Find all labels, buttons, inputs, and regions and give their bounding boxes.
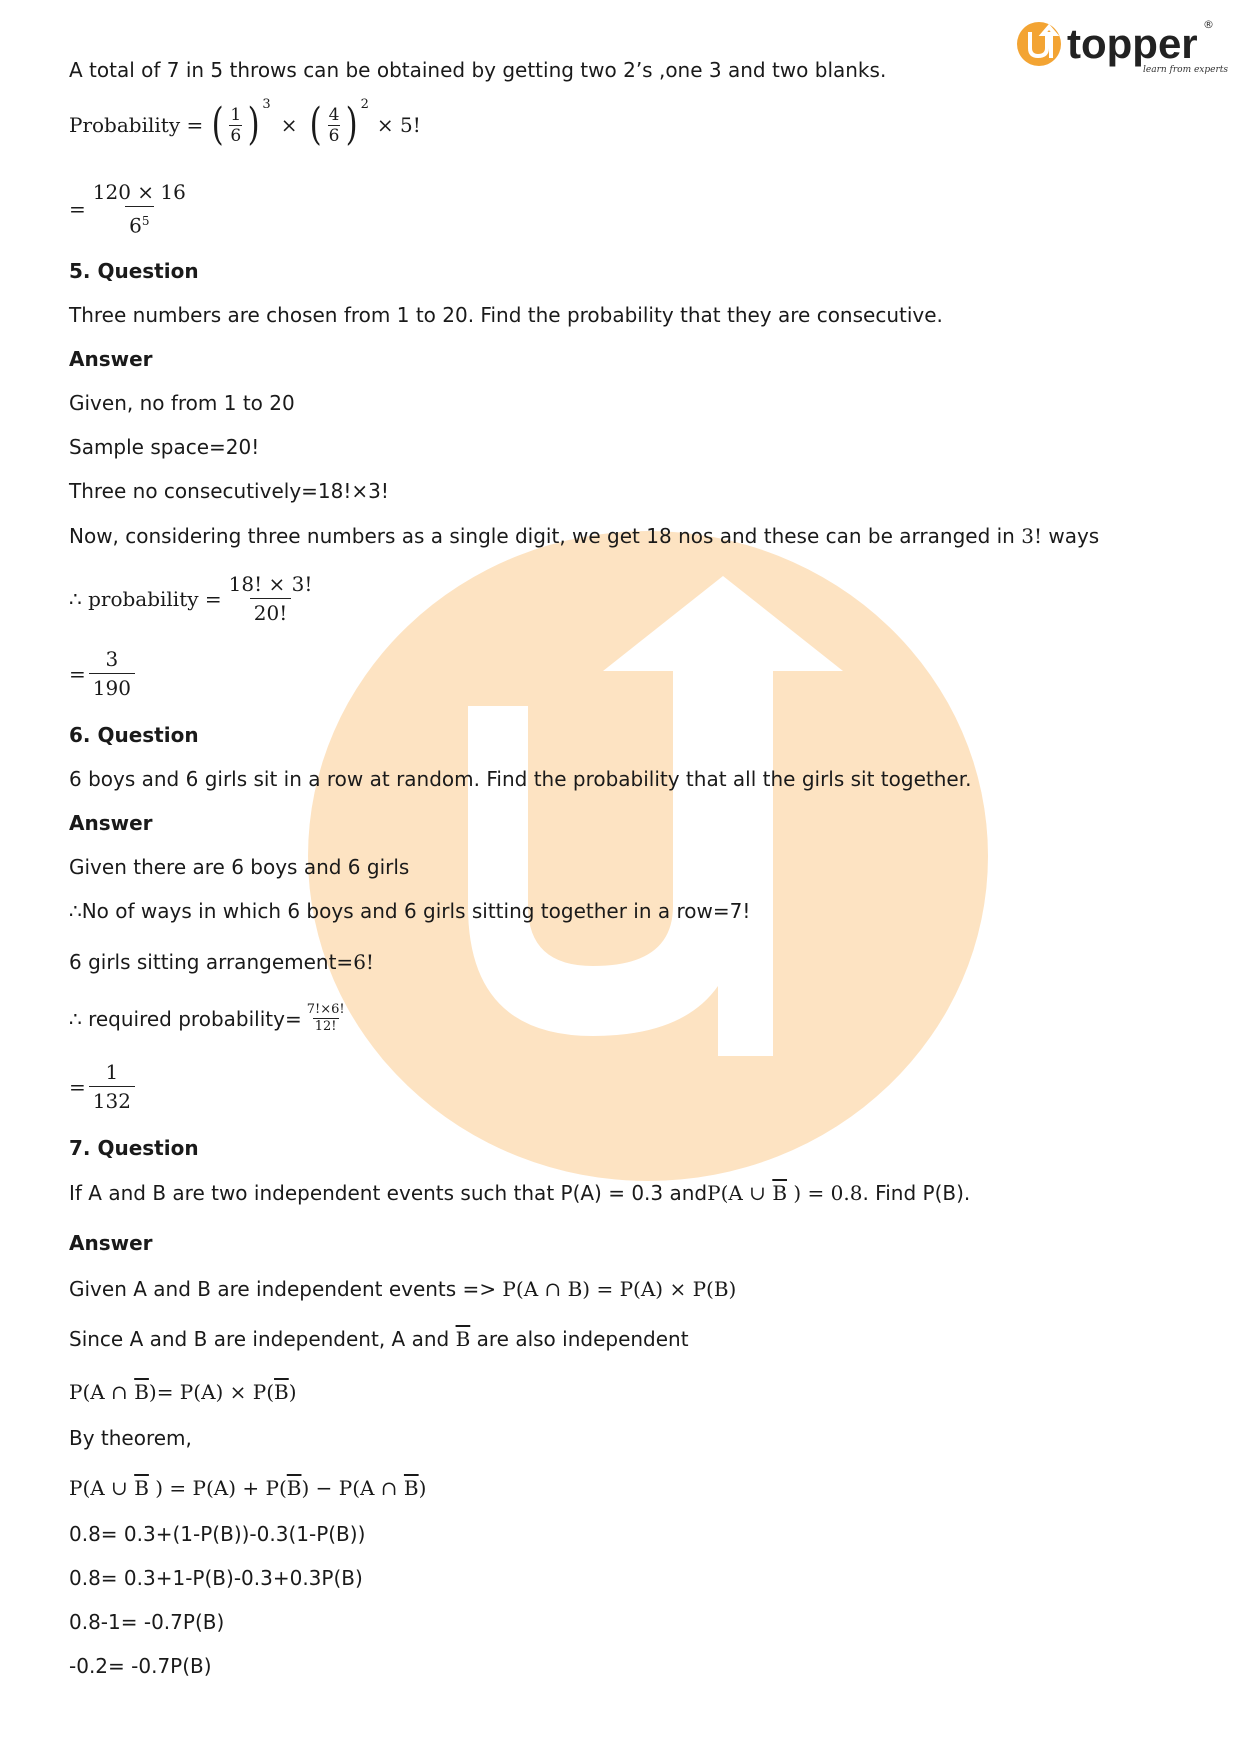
logo-circle-icon (1017, 22, 1061, 66)
q5-line-2: Sample space=20! (69, 435, 260, 459)
f1-den: 6 (230, 125, 242, 146)
f2-exp: 2 (360, 97, 369, 112)
q7-title: 7. Question (69, 1136, 199, 1160)
probability-expression (69, 97, 421, 150)
factorial-tail: × 5! (376, 113, 421, 137)
q5-result-fraction (89, 645, 135, 702)
q6-line-1: Given there are 6 boys and 6 girls (69, 855, 410, 879)
q5-probability-expression (69, 570, 319, 627)
q6-line-3: 6 girls sitting arrangement=6! (69, 950, 374, 974)
q5-result-expression: = $\frac{3}{190}$ (69, 645, 138, 702)
q5-line-3: Three no consecutively=18!×3! (69, 479, 389, 503)
equals-sign: = (69, 196, 86, 221)
q6-line-4: ∴ required probability= $\frac{7!\times 6!}{12!}$ (69, 1002, 345, 1034)
q7-line-7: 0.8= 0.3+1-P(B)-0.3+0.3P(B) (69, 1566, 363, 1590)
q7-line-4: By theorem, (69, 1426, 192, 1450)
q5-answer-label: Answer (69, 347, 153, 371)
fraction-paren-2: ( $\frac{4}{6}$ ) (310, 99, 359, 150)
q7-line-9: -0.2= -0.7P(B) (69, 1654, 212, 1678)
q6-line-2: ∴No of ways in which 6 boys and 6 girls sitting together in a row=7! (69, 899, 751, 923)
q6-text: 6 boys and 6 girls sit in a row at random. Find the probability that all the girls sit together. (69, 767, 972, 791)
q5-text: Three numbers are chosen from 1 to 20. Find the probability that they are consecutive. (69, 303, 943, 327)
q6-title: 6. Question (69, 723, 199, 747)
f2-den: 6 (328, 125, 340, 146)
q7-line-6: 0.8= 0.3+(1-P(B))-0.3(1-P(B)) (69, 1522, 366, 1546)
q7-line-1: Given A and B are independent events => P(A ∩ B) = P(A) × P(B) (69, 1277, 737, 1301)
q6-result-num: 1 (105, 1060, 119, 1084)
intro-line: A total of 7 in 5 throws can be obtained by getting two 2’s ,one 3 and two blanks. (69, 58, 887, 82)
q7-answer-label: Answer (69, 1231, 153, 1255)
q5-result-num: 3 (105, 647, 119, 671)
q7-line-5: P(A ∪ $\overline{B}$ ) = $P(A) + P(\overline{B}) - P(A$ ∩ $\overline{B}$) (69, 1476, 427, 1500)
q5-result-den: 190 (89, 673, 135, 702)
f2-num: 4 (328, 104, 340, 125)
q7-line-3: P(A ∩ $\overline{B})= P(A) \times P(\overline{B})$ (69, 1380, 297, 1404)
logo-wordmark: topper (1067, 20, 1198, 67)
q6-required-fraction: $\frac{7!\times 6!}{12!}$ (306, 1002, 345, 1034)
q5-prob-den: 20! (250, 598, 292, 627)
q5-prob-label: ∴ probability = (69, 586, 222, 611)
q5-title: 5. Question (69, 259, 199, 283)
q5-prob-fraction (225, 570, 317, 627)
f1-num: 1 (230, 104, 242, 125)
q5-prob-num: 18! × 3! (228, 572, 313, 596)
f1-exp: 3 (262, 97, 271, 112)
q6-answer-label: Answer (69, 811, 153, 835)
q6-result-expression: = $\frac{1}{132}$ (69, 1058, 138, 1115)
times-sign: × (280, 113, 298, 137)
q5-line-4: Now, considering three numbers as a single digit, we get 18 nos and these can be arranged in 3! ways (69, 524, 1100, 548)
q5-line-1: Given, no from 1 to 20 (69, 391, 295, 415)
q7-line-2: Since A and B are independent, A and $\overline{B}$ are also independent (69, 1327, 689, 1351)
result-num: 120 × 16 (92, 180, 186, 204)
q7-line-8: 0.8-1= -0.7P(B) (69, 1610, 225, 1634)
registered-icon: ® (1203, 18, 1214, 31)
q6-result-fraction (89, 1058, 135, 1115)
q6-result-den: 132 (89, 1086, 135, 1115)
q7-text: If A and B are two independent events such that P(A) = 0.3 andP(A ∪ $\overline{B}$ ) = 0.8. Find P(B). (69, 1181, 971, 1205)
topper-logo[interactable] (1015, 14, 1229, 84)
fraction-paren-1: ( $\frac{1}{6}$ ) (211, 99, 260, 150)
logo-tagline: learn from experts (1143, 65, 1229, 75)
result-fraction (89, 178, 190, 240)
result-den: $6^5$ (125, 206, 153, 240)
result-expression-top (69, 178, 193, 240)
prob-label: Probability = (69, 113, 204, 137)
